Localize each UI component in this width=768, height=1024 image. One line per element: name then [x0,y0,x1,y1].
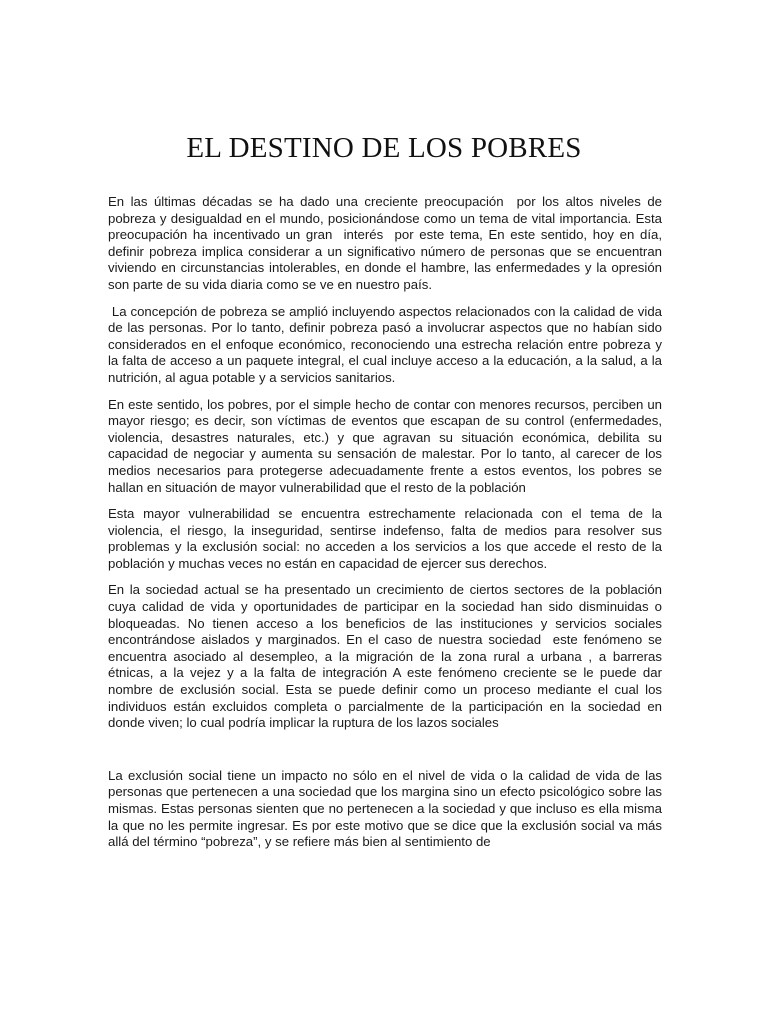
paragraph-1: En las últimas décadas se ha dado una creciente preocupación por los altos niveles de pobreza y desigualdad en el mundo, posicionándose como un tema de vital importancia. Esta preocupación ha incentivado un gran interés por este tema, En este sentido, hoy en día, definir pobreza implica considerar a un significativo número de personas que se encuentran viviendo en circunstancias intolerables, en donde el hambre, las enfermedades y la opresión son parte de su vida diaria como se ve en nuestro país. [108,194,666,292]
document-body [108,194,666,861]
document-title: EL DESTINO DE LOS POBRES [186,132,582,164]
paragraph-4: Esta mayor vulnerabilidad se encuentra estrechamente relacionada con el tema de la violencia, el riesgo, la inseguridad, sentirse indefenso, falta de medios para resolver sus problemas y la exclusión social: no acceden a los servicios a los que accede el resto de la población y muchas veces no están en capacidad de ejercer sus derechos. [108,506,666,571]
paragraph-2: La concepción de pobreza se amplió incluyendo aspectos relacionados con la calidad de vida de las personas. Por lo tanto, definir pobreza pasó a involucrar aspectos que no habían sido considerados en el enfoque económico, reconociendo una estrecha relación entre pobreza y la falta de acceso a un paquete integral, el cual incluye acceso a la educación, a la salud, a la nutrición, al agua potable y a servicios sanitarios. [108,303,666,385]
paragraph-3: En este sentido, los pobres, por el simple hecho de contar con menores recursos, perciben un mayor riesgo; es decir, son víctimas de eventos que escapan de su control (enfermedades, violencia, desastres naturales, etc.) y que agravan su situación económica, debilita su capacidad de negociar y aumenta su sensación de malestar. Por lo tanto, al carecer de los medios necesarios para protegerse adecuadamente frente a estos eventos, los pobres se hallan en situación de mayor vulnerabilidad que el resto de la población [108,396,666,495]
paragraph-5: En la sociedad actual se ha presentado un crecimiento de ciertos sectores de la población cuya calidad de vida y oportunidades de participar en la sociedad han sido disminuidas o bloqueadas. No tienen acceso a los beneficios de las instituciones y servicios sociales encontrándose aislados y marginados. En el caso de nuestra sociedad este fenómeno se encuentra asociado al desempleo, a la migración de la zona rural a urbana , a barreras étnicas, a la vejez y a la falta de integración A este fenómeno creciente se le puede dar nombre de exclusión social. Esta se puede definir como un proceso mediante el cual los individuos están excluidos completa o parcialmente de la participación en la sociedad en donde viven; lo cual podría implicar la ruptura de los lazos sociales [108,582,666,731]
paragraph-6: La exclusión social tiene un impacto no sólo en el nivel de vida o la calidad de vida de las personas que pertenecen a una sociedad que los margina sino un efecto psicológico sobre las mismas. Estas personas sienten que no pertenecen a la sociedad y que incluso es ella misma la que no les permite ingresar. Es por este motivo que se dice que la exclusión social va más allá del término “pobreza”, y se refiere más bien al sentimiento de [108,767,666,850]
